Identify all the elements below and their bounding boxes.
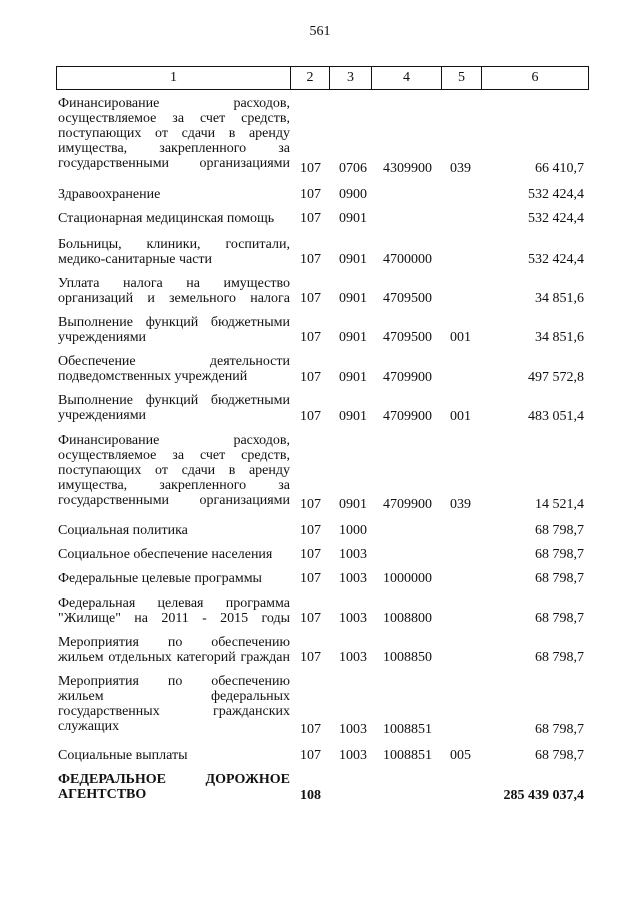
- row-c2-cell: 107: [300, 523, 321, 538]
- row-c2-cell: 107: [300, 409, 321, 424]
- row-c6-cell: 68 798,7: [535, 611, 584, 626]
- row-c2-cell: 107: [300, 291, 321, 306]
- row-description: [58, 596, 290, 626]
- row-c2-cell: 107: [300, 547, 321, 562]
- row-description-line: Социальное обеспечение населения: [58, 547, 273, 562]
- row-c5-cell: 005: [450, 748, 471, 763]
- row-description: [58, 237, 290, 267]
- header-col-3: 3: [330, 67, 372, 89]
- row-description-line: осуществляемое за счет средств,: [58, 111, 290, 126]
- row-c2-cell: 107: [300, 611, 321, 626]
- row-c3-cell: 0901: [339, 252, 367, 267]
- row-description-line: Финансирование расходов,: [58, 96, 290, 111]
- row-c3-cell: 0900: [339, 187, 367, 202]
- row-c2-cell: 107: [300, 650, 321, 665]
- row-c6-cell: 68 798,7: [535, 722, 584, 737]
- row-description: [58, 393, 290, 423]
- row-description-line: "Жилище" на 2011 - 2015 годы: [58, 611, 290, 626]
- row-c3-cell: 0901: [339, 370, 367, 385]
- row-description: [58, 547, 290, 562]
- row-c5-cell: 001: [450, 409, 471, 424]
- row-description-line: Выполнение функций бюджетными: [58, 393, 290, 408]
- row-description-line: Федеральная целевая программа: [58, 596, 290, 611]
- row-c2-cell: 107: [300, 748, 321, 763]
- row-description-line: служащих: [58, 719, 120, 734]
- row-c4-cell: 1000000: [383, 571, 432, 586]
- row-c3-cell: 0901: [339, 211, 367, 226]
- header-col-5: 5: [442, 67, 482, 89]
- page-number: 561: [309, 24, 331, 39]
- row-description-line: Обеспечение деятельности: [58, 354, 290, 369]
- row-description: [58, 674, 290, 734]
- row-c6-cell: 68 798,7: [535, 547, 584, 562]
- row-description-line: Социальная политика: [58, 523, 188, 538]
- row-c3-cell: 0706: [339, 161, 367, 176]
- row-c6-cell: 14 521,4: [535, 497, 584, 512]
- row-description: [58, 276, 290, 306]
- row-c2-cell: 107: [300, 571, 321, 586]
- row-description-line: поступающих от сдачи в аренду: [58, 126, 290, 141]
- row-c5-cell: 001: [450, 330, 471, 345]
- row-c6-cell: 68 798,7: [535, 571, 584, 586]
- row-description-line: жильем отдельных категорий граждан: [58, 650, 290, 665]
- row-c3-cell: 1003: [339, 571, 367, 586]
- row-c6-cell: 34 851,6: [535, 330, 584, 345]
- row-c3-cell: 1003: [339, 748, 367, 763]
- row-c5-cell: 039: [450, 497, 471, 512]
- row-description-line: имущества, закрепленного за: [58, 141, 290, 156]
- row-c2-cell: 107: [300, 370, 321, 385]
- row-c4-cell: 4709500: [383, 291, 432, 306]
- row-c3-cell: 0901: [339, 409, 367, 424]
- row-c2-cell: 107: [300, 211, 321, 226]
- row-description-line: АГЕНТСТВО: [58, 787, 147, 802]
- row-description-line: Финансирование расходов,: [58, 433, 290, 448]
- row-description-line: государственными организациями: [58, 156, 290, 171]
- row-description: [58, 211, 290, 226]
- row-c3-cell: 1003: [339, 611, 367, 626]
- row-c6-cell: 285 439 037,4: [503, 788, 584, 803]
- row-description-line: Стационарная медицинская помощь: [58, 211, 275, 226]
- row-description: [58, 748, 290, 763]
- header-col-4: 4: [372, 67, 442, 89]
- row-description-line: Здравоохранение: [58, 187, 161, 202]
- row-c6-cell: 532 424,4: [528, 252, 584, 267]
- row-description: [58, 187, 290, 202]
- row-c4-cell: 1008851: [383, 748, 432, 763]
- row-description-line: осуществляемое за счет средств,: [58, 448, 290, 463]
- row-description: [58, 772, 290, 802]
- row-c2-cell: 107: [300, 722, 321, 737]
- row-description-line: Мероприятия по обеспечению: [58, 635, 290, 650]
- row-description: [58, 571, 290, 586]
- header-col-2: 2: [291, 67, 330, 89]
- row-c3-cell: 0901: [339, 330, 367, 345]
- row-description-line: Уплата налога на имущество: [58, 276, 290, 291]
- row-c3-cell: 0901: [339, 291, 367, 306]
- header-col-6: 6: [531, 70, 539, 85]
- row-c2-cell: 107: [300, 330, 321, 345]
- row-description-line: учреждениями: [58, 408, 147, 423]
- row-description: [58, 635, 290, 665]
- row-c2-cell: 107: [300, 187, 321, 202]
- row-c4-cell: 1008850: [383, 650, 432, 665]
- row-c2-cell: 107: [300, 161, 321, 176]
- row-c6-cell: 68 798,7: [535, 523, 584, 538]
- row-c2-cell: 107: [300, 497, 321, 512]
- row-c3-cell: 1003: [339, 650, 367, 665]
- row-description-line: организаций и земельного налога: [58, 291, 290, 306]
- row-c4-cell: 4709900: [383, 370, 432, 385]
- row-description-line: ФЕДЕРАЛЬНОЕ ДОРОЖНОЕ: [58, 772, 290, 787]
- row-description: [58, 523, 290, 538]
- row-c6-cell: 532 424,4: [528, 187, 584, 202]
- row-c4-cell: 4709500: [383, 330, 432, 345]
- row-description-line: подведомственных учреждений: [58, 369, 248, 384]
- row-c2-cell: 107: [300, 252, 321, 267]
- row-c4-cell: 4709900: [383, 409, 432, 424]
- row-description-line: имущества, закрепленного за: [58, 478, 290, 493]
- row-description: [58, 96, 290, 171]
- row-description: [58, 354, 290, 384]
- row-c6-cell: 483 051,4: [528, 409, 584, 424]
- row-c6-cell: 66 410,7: [535, 161, 584, 176]
- row-c6-cell: 497 572,8: [528, 370, 584, 385]
- row-c4-cell: 4709900: [383, 497, 432, 512]
- row-c4-cell: 1008851: [383, 722, 432, 737]
- row-c4-cell: 4309900: [383, 161, 432, 176]
- row-description-line: Федеральные целевые программы: [58, 571, 262, 586]
- row-c2-cell: 108: [300, 788, 321, 803]
- row-c3-cell: 0901: [339, 497, 367, 512]
- row-c6-cell: 68 798,7: [535, 650, 584, 665]
- row-description-line: Больницы, клиники, госпитали,: [58, 237, 290, 252]
- row-c6-cell: 532 424,4: [528, 211, 584, 226]
- row-c5-cell: 039: [450, 161, 471, 176]
- row-description-line: учреждениями: [58, 330, 147, 345]
- row-c3-cell: 1000: [339, 523, 367, 538]
- row-description-line: Выполнение функций бюджетными: [58, 315, 290, 330]
- row-c6-cell: 68 798,7: [535, 748, 584, 763]
- row-description: [58, 433, 290, 508]
- row-c4-cell: 4700000: [383, 252, 432, 267]
- row-description-line: государственными организациями: [58, 493, 290, 508]
- row-c4-cell: 1008800: [383, 611, 432, 626]
- row-description-line: государственных гражданских: [58, 704, 290, 719]
- row-description-line: жильем федеральных: [58, 689, 290, 704]
- row-description-line: Мероприятия по обеспечению: [58, 674, 290, 689]
- row-description-line: медико-санитарные части: [58, 252, 213, 267]
- header-col-1: 1: [57, 67, 291, 89]
- row-c3-cell: 1003: [339, 722, 367, 737]
- row-description-line: Социальные выплаты: [58, 748, 188, 763]
- row-description-line: поступающих от сдачи в аренду: [58, 463, 290, 478]
- table-header: [56, 66, 589, 90]
- row-c3-cell: 1003: [339, 547, 367, 562]
- row-description: [58, 315, 290, 345]
- row-c6-cell: 34 851,6: [535, 291, 584, 306]
